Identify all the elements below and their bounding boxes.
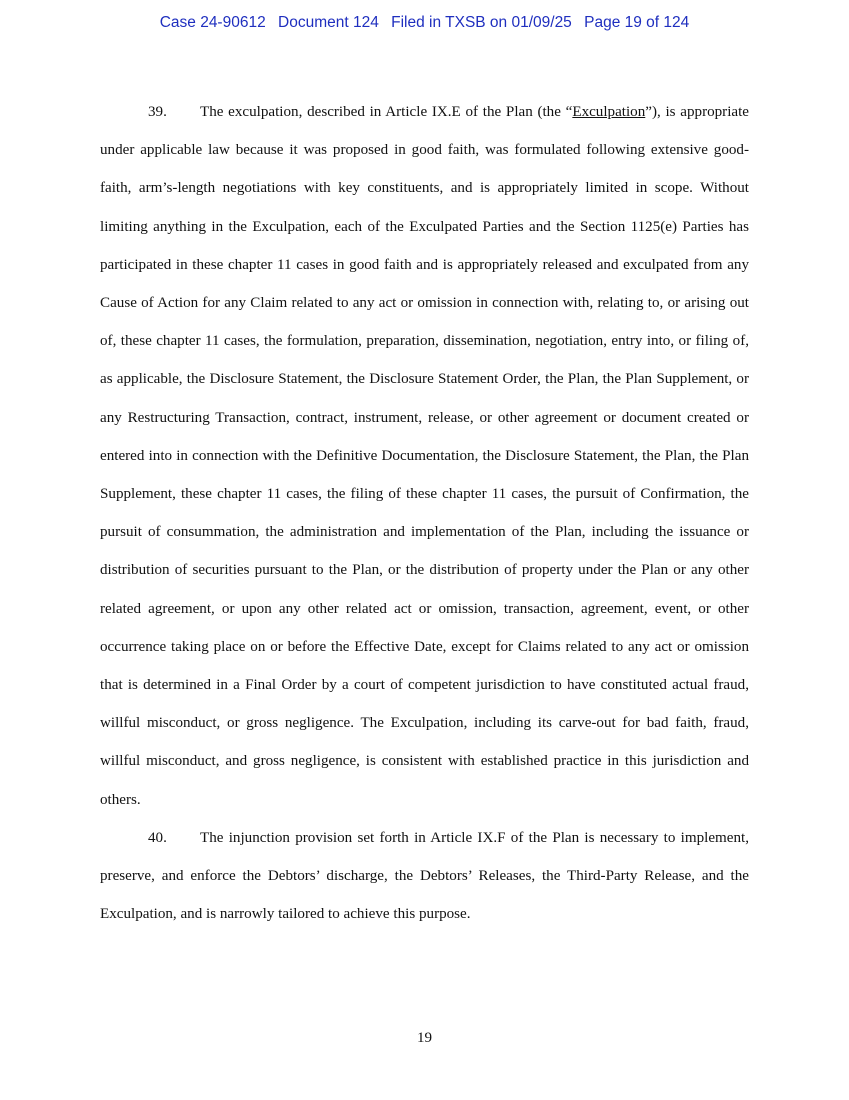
filing-header bbox=[0, 14, 849, 32]
document-body bbox=[100, 93, 749, 933]
paragraph-number: 40. bbox=[148, 829, 167, 846]
document-number: Document 124 bbox=[278, 14, 379, 31]
paragraph-40 bbox=[100, 819, 749, 934]
paragraph-text: The injunction provision set forth in Article IX.F of the Plan is necessary to implement, preserve, and enforce the Debtors’ discharge, the Debtors’ Releases, the Third-Party Release, and the Exculpation, and is narrowly tailored to achieve this purpose. bbox=[100, 829, 749, 923]
case-number: Case 24-90612 bbox=[159, 14, 266, 31]
paragraph-text-end: ”), is appropriate under applicable law because it was proposed in good faith, was formulated following extensive good-faith, arm’s-length negotiations with key constituents, and is appropriately limited in scope. Without limiting anything in the Exculpation, each of the Exculpated Parties and the Section 1125(e) Parties has participated in these chapter 11 cases in good faith and is appropriately released and exculpated from any Cause of Action for any Claim related to any act or omission in connection with, relating to, or arising out of, these chapter 11 cases, the formulation, preparation, dissemination, negotiation, entry into, or filing of, as applicable, the Disclosure Statement, the Disclosure Statement Order, the Plan, the Plan Supplement, or any Restructuring Transaction, contract, instrument, release, or other agreement or document created or entered into in connection with the Definitive Documentation, the Disclosure Statement, the Plan, the Plan Supplement, these chapter 11 cases, the filing of these chapter 11 cases, the pursuit of Confirmation, the pursuit of consummation, the administration and implementation of the Plan, including the issuance or distribution of securities pursuant to the Plan, or the distribution of property under the Plan or any other related agreement, or upon any other related act or omission, transaction, agreement, event, or other occurrence taking place on or before the Effective Date, except for Claims related to any act or omission that is determined in a Final Order by a court of competent jurisdiction to have constituted actual fraud, willful misconduct, or gross negligence. The Exculpation, including its carve-out for bad faith, fraud, willful misconduct, and gross negligence, is consistent with established practice in this jurisdiction and others. bbox=[100, 104, 749, 808]
paragraph-39 bbox=[100, 93, 749, 819]
paragraph-text-start: The exculpation, described in Article IX.E of the Plan (the “ bbox=[200, 104, 573, 120]
filing-info: Filed in TXSB on 01/09/25 bbox=[391, 14, 572, 31]
page-number: 19 bbox=[416, 1030, 433, 1046]
defined-term-exculpation: Exculpation bbox=[572, 104, 646, 120]
page-info: Page 19 of 124 bbox=[584, 14, 690, 31]
paragraph-number: 39. bbox=[148, 104, 167, 120]
